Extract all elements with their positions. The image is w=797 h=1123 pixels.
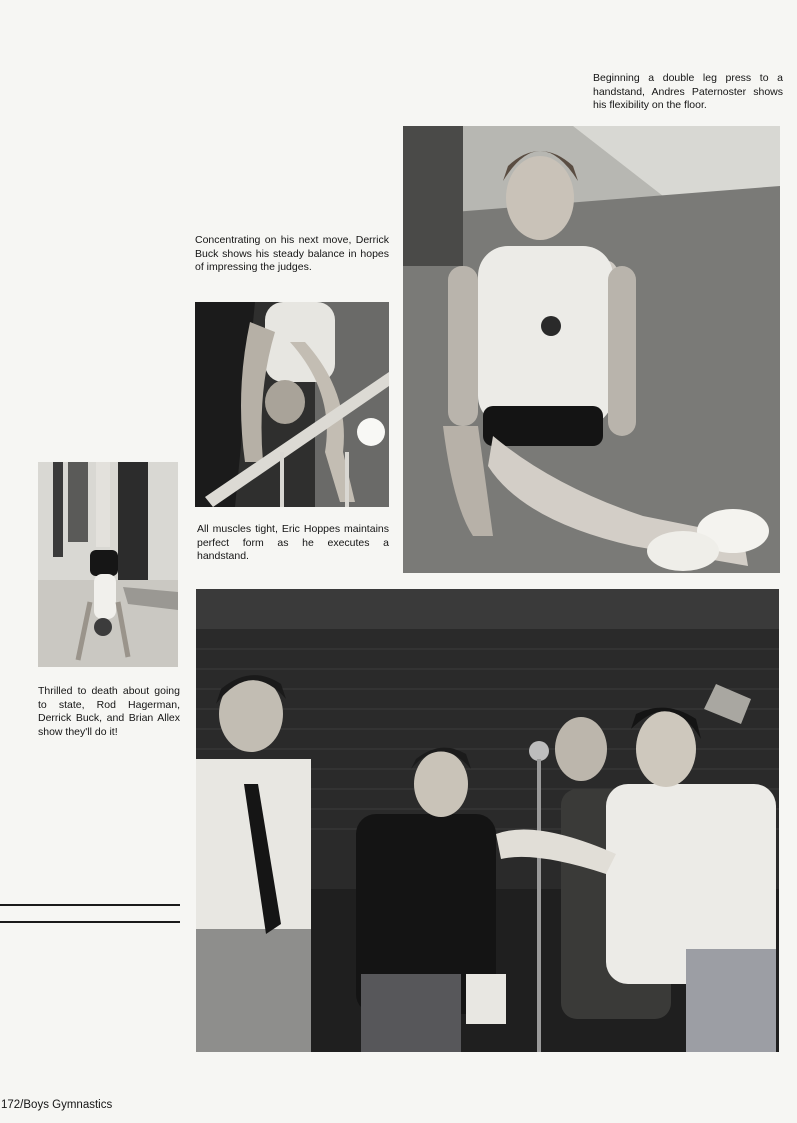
- photo-handstand: [38, 462, 178, 667]
- caption-floor: Beginning a double leg press to a handstand, Andres Paternoster shows his flexibility on the floor.: [593, 72, 783, 111]
- decorative-rule-top: [0, 904, 180, 906]
- caption-state: Thrilled to death about going to state, Rod Hagerman, Derrick Buck, and Brian Allex show they'll do it!: [38, 685, 180, 738]
- photo-team-celebration: [196, 589, 779, 1052]
- page-folio: 172/Boys Gymnastics: [1, 1099, 113, 1111]
- decorative-rule-bottom: [0, 921, 180, 923]
- photo-parallel-bars: [195, 302, 389, 507]
- photo-floor-exercise: [403, 126, 780, 573]
- caption-balance: Concentrating on his next move, Derrick Buck shows his steady balance in hopes of impressing the judges.: [195, 234, 389, 273]
- caption-handstand: All muscles tight, Eric Hoppes maintains perfect form as he executes a handstand.: [197, 523, 389, 562]
